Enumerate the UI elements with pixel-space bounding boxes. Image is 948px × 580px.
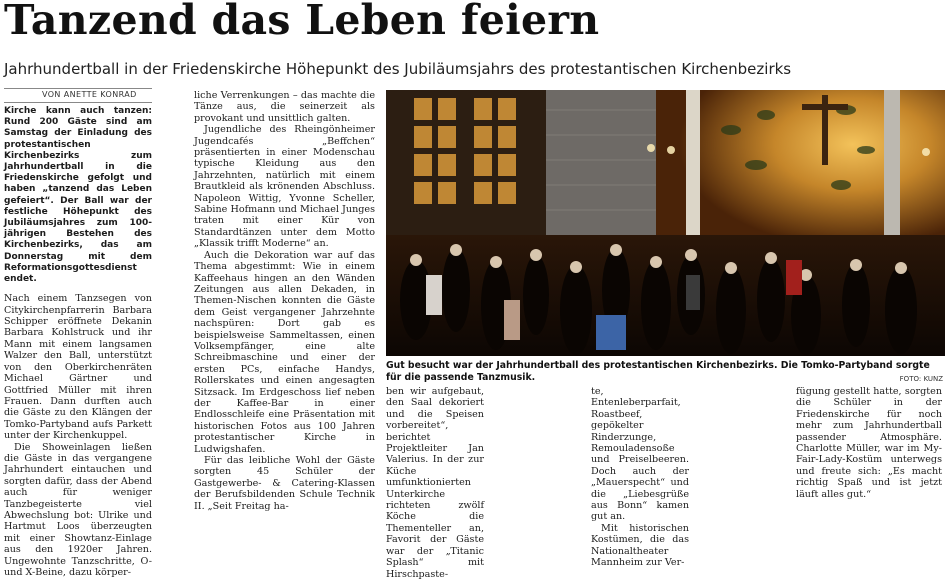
body-paragraph: Jugendliche des Rheingönheimer Jugendcafés „Beffchen“ präsentierten in einer Modenschau typische Kleidung aus den Jahrzehnten, natürlich mit einem Brautkleid als krönenden Abschluss. Napoleon Wittig, Yvonne Scheller, Sabine Hofmann und Michael Junges traten mit einer Kür von Standardtänzen unter dem Motto „Klassik trifft Moderne“ an. — [194, 124, 375, 250]
ball-photo — [386, 90, 945, 356]
article-column-2 — [194, 90, 375, 512]
article-subheadline: Jahrhundertball in der Friedenskirche Höhepunkt des Jubiläumsjahrs des protestantischen Kirchenbezirks — [4, 60, 792, 78]
body-paragraph: ben wir aufgebaut, den Saal dekoriert und die Speisen vorbereitet“, berichtet Projektleiter Jan Valerius. In der zur Küche umfunktionierten Unterkirche richteten zwölf Köche die Thementeller an, Favorit der Gäste war der „Titanic Splash“ mit Hirschpaste- — [386, 386, 484, 580]
body-paragraph: te, Entenleberparfait, Roastbeef, gepökelter Rinderzunge, Remouladensoße und Preiselbeeren. Doch auch der „Mauerspecht“ und die „Liebesgrüße aus Bonn“ kamen gut an. — [591, 386, 689, 523]
byline-rule-bottom — [4, 102, 152, 103]
article-column-1 — [4, 106, 152, 578]
body-paragraph: Für das leibliche Wohl der Gäste sorgten 45 Schüler der Gastgewerbe- & Catering-Klassen der Berufsbildenden Schule Technik II. „Seit Freitag ha- — [194, 455, 375, 512]
article-column-5 — [796, 386, 942, 500]
dance-hall-photo-image — [386, 90, 945, 356]
body-paragraph: Die Showeinlagen ließen die Gäste in das vergangene Jahrhundert eintauchen und sorgten dafür, dass der Abend auch für weniger Tanzbegeisterte viel Abwechslung bot: Ulrike und Hartmut Loos überzeugten mit einer Showtanz-Einlage aus den 1920er Jahren. Ungewohnte Tanzschritte, O- und X-Beine, dazu körper- — [4, 441, 152, 578]
body-paragraph: Auch die Dekoration war auf das Thema abgestimmt: Wie in einem Kaffeehaus hingen an den Wänden Zeitungen aus allen Dekaden, in Themen-Nischen konnten die Gäste dem Geist vergangener Jahrzehnte nachspüren: Dort gab es beispielsweise Sammeltassen, einen Volksempfänger, eine alte Schreibmaschine und einer der ersten PCs, einfache Handys, Rollerskates und einen angesagten Sitzsack. Im Erdgeschoss lief neben der Kaffee-Bar in einer Endlosschleife eine Präsentation mit historischen Fotos aus 100 Jahren protestantischer Kirche in Ludwigshafen. — [194, 249, 375, 455]
photo-caption: Gut besucht war der Jahrhundertball des protestantischen Kirchenbezirks. Die Tomko-Partyband sorgte für die passende Tanzmusik. — [386, 360, 930, 383]
article-column-4 — [591, 386, 689, 569]
body-paragraph: Mit historischen Kostümen, die das Nationaltheater Mannheim zur Ver- — [591, 522, 689, 569]
lead-paragraph: Kirche kann auch tanzen: Rund 200 Gäste sind am Samstag der Einladung des protestantischen Kirchenbezirks zum Jahrhundertball in die Friedenskirche gefolgt und haben „tanzend das Leben gefeiert“. Der Ball war der festliche Höhepunkt des Jubiläumsjahres zum 100-jährigen Bestehen des Kirchenbezirks, das am Donnerstag mit dem Reformationsgottesdienst endet. — [4, 106, 152, 285]
article-headline: Tanzend das Leben feiern — [4, 0, 600, 44]
photo-credit: FOTO: KUNZ — [899, 375, 943, 383]
body-paragraph: liche Verrenkungen – das machte die Tänze aus, die seinerzeit als provokant und unsittlich galten. — [194, 90, 375, 124]
body-paragraph: Nach einem Tanzsegen von Citykirchenpfarrerin Barbara Schipper eröffnete Dekanin Barbara Kohlstruck und ihr Mann mit einem langsamen Walzer den Ball, unterstützt von den Oberkirchenräten Michael Gärtner und Gottfried Müller mit ihren Frauen. Dann durften auch die Gäste zu den Klängen der Tomko-Partyband aufs Parkett unter der Kirchenkuppel. — [4, 293, 152, 442]
article-column-3 — [386, 386, 484, 580]
body-paragraph: fügung gestellt hatte, sorgten die Schüler in der Friedenskirche für noch mehr zum Jahrhundertball passender Atmosphäre. Charlotte Müller, war im My-Fair-Lady-Kostüm unterwegs und freute sich: „Es macht richtig Spaß und ist jetzt läuft alles gut.“ — [796, 386, 942, 500]
byline-rule-top — [4, 88, 152, 89]
byline: VON ANETTE KONRAD — [42, 90, 137, 99]
